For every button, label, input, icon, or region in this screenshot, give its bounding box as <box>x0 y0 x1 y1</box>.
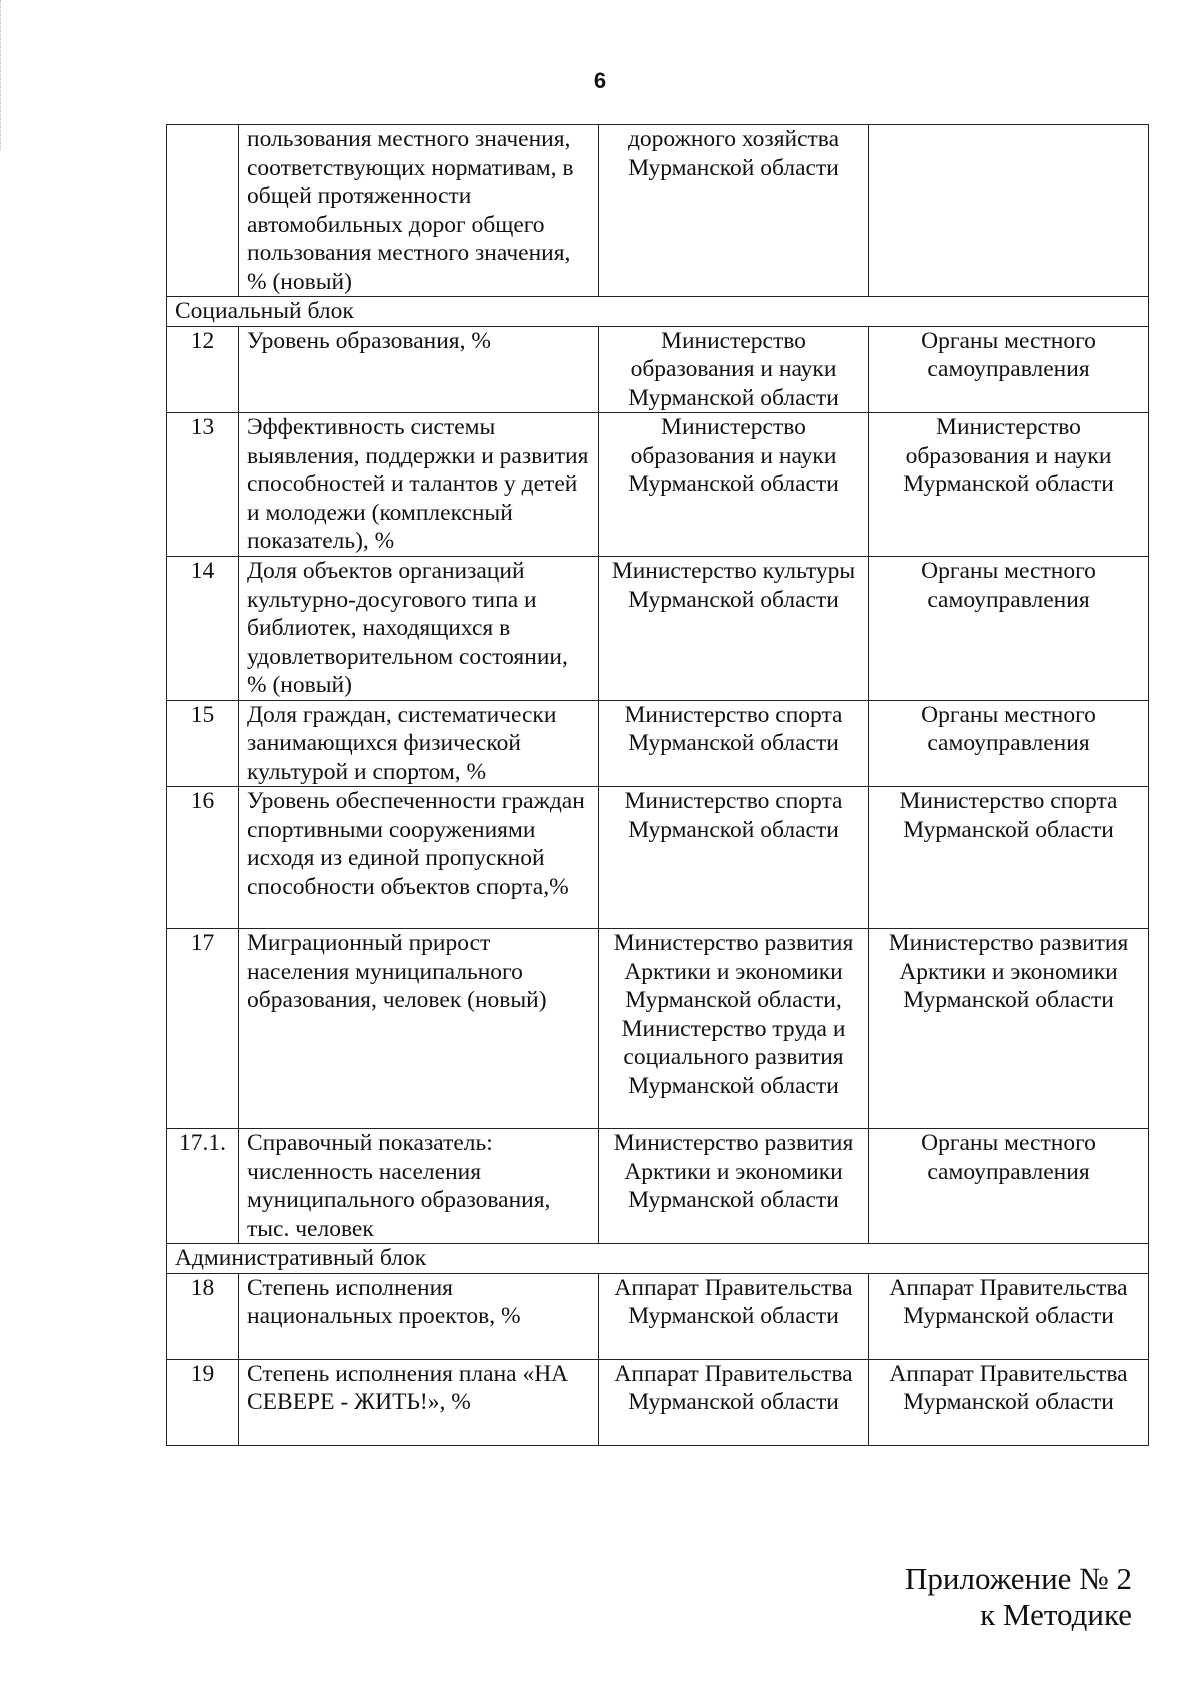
indicator-cell: Справочный показатель: численность населения муниципального образования, тыс. человек <box>239 1129 599 1244</box>
source-cell: Министерство спорта Мурманской области <box>869 787 1149 929</box>
source-cell: Министерство развития Арктики и экономики Мурманской области <box>869 929 1149 1129</box>
source-cell: Органы местного самоуправления <box>869 557 1149 701</box>
responsible-cell: Министерство развития Арктики и экономики Мурманской области <box>599 1129 869 1244</box>
row-number: 15 <box>167 700 239 787</box>
table-row <box>167 787 1149 929</box>
table-row <box>167 557 1149 701</box>
table-row <box>167 700 1149 787</box>
responsible-cell: дорожного хозяйства Мурманской области <box>599 125 869 297</box>
appendix-subtitle: к Методике <box>980 1597 1132 1632</box>
row-number <box>167 125 239 297</box>
indicator-cell: Степень исполнения национальных проектов, % <box>239 1273 599 1359</box>
indicator-cell: Уровень обеспеченности граждан спортивными сооружениями исходя из единой пропускной способности объектов спорта,% <box>239 787 599 929</box>
responsible-cell: Министерство развития Арктики и экономики Мурманской области, Министерство труда и социального развития Мурманской области <box>599 929 869 1129</box>
responsible-cell: Аппарат Правительства Мурманской области <box>599 1273 869 1359</box>
indicators-table <box>166 124 1149 1446</box>
indicator-cell: пользования местного значения, соответствующих нормативам, в общей протяженности автомобильных дорог общего пользования местного значения, % (новый) <box>239 125 599 297</box>
responsible-cell: Министерство спорта Мурманской области <box>599 700 869 787</box>
table-row <box>167 1129 1149 1244</box>
row-number: 17.1. <box>167 1129 239 1244</box>
appendix-title: Приложение № 2 <box>905 1561 1132 1596</box>
row-number: 18 <box>167 1273 239 1359</box>
indicator-cell: Доля объектов организаций культурно-досугового типа и библиотек, находящихся в удовлетворительном состоянии, % (новый) <box>239 557 599 701</box>
appendix-caption <box>905 1561 1132 1633</box>
section-title: Социальный блок <box>167 297 1149 327</box>
section-header-social <box>167 297 1149 327</box>
indicator-cell: Доля граждан, систематически занимающихся физической культурой и спортом, % <box>239 700 599 787</box>
responsible-cell: Министерство образования и науки Мурманской области <box>599 413 869 557</box>
row-number: 13 <box>167 413 239 557</box>
indicator-cell: Уровень образования, % <box>239 326 599 413</box>
source-cell <box>869 125 1149 297</box>
row-number: 17 <box>167 929 239 1129</box>
responsible-cell: Министерство образования и науки Мурманской области <box>599 326 869 413</box>
source-cell: Аппарат Правительства Мурманской области <box>869 1359 1149 1445</box>
row-number: 14 <box>167 557 239 701</box>
source-cell: Органы местного самоуправления <box>869 326 1149 413</box>
table-row <box>167 929 1149 1129</box>
source-cell: Органы местного самоуправления <box>869 1129 1149 1244</box>
section-title: Административный блок <box>167 1244 1149 1274</box>
row-number: 16 <box>167 787 239 929</box>
source-cell: Органы местного самоуправления <box>869 700 1149 787</box>
source-cell: Министерство образования и науки Мурманской области <box>869 413 1149 557</box>
responsible-cell: Министерство культуры Мурманской области <box>599 557 869 701</box>
section-header-administrative <box>167 1244 1149 1274</box>
table-row <box>167 413 1149 557</box>
responsible-cell: Министерство спорта Мурманской области <box>599 787 869 929</box>
responsible-cell: Аппарат Правительства Мурманской области <box>599 1359 869 1445</box>
indicator-cell: Степень исполнения плана «НА СЕВЕРЕ - ЖИТЬ!», % <box>239 1359 599 1445</box>
page-number: 6 <box>593 68 607 93</box>
table-row <box>167 1359 1149 1445</box>
row-number: 12 <box>167 326 239 413</box>
indicator-cell: Миграционный прирост населения муниципального образования, человек (новый) <box>239 929 599 1129</box>
row-number: 19 <box>167 1359 239 1445</box>
table-row <box>167 326 1149 413</box>
table-row-continuation <box>167 125 1149 297</box>
source-cell: Аппарат Правительства Мурманской области <box>869 1273 1149 1359</box>
indicator-cell: Эффективность системы выявления, поддержки и развития способностей и талантов у детей и молодежи (комплексный показатель), % <box>239 413 599 557</box>
table-row <box>167 1273 1149 1359</box>
